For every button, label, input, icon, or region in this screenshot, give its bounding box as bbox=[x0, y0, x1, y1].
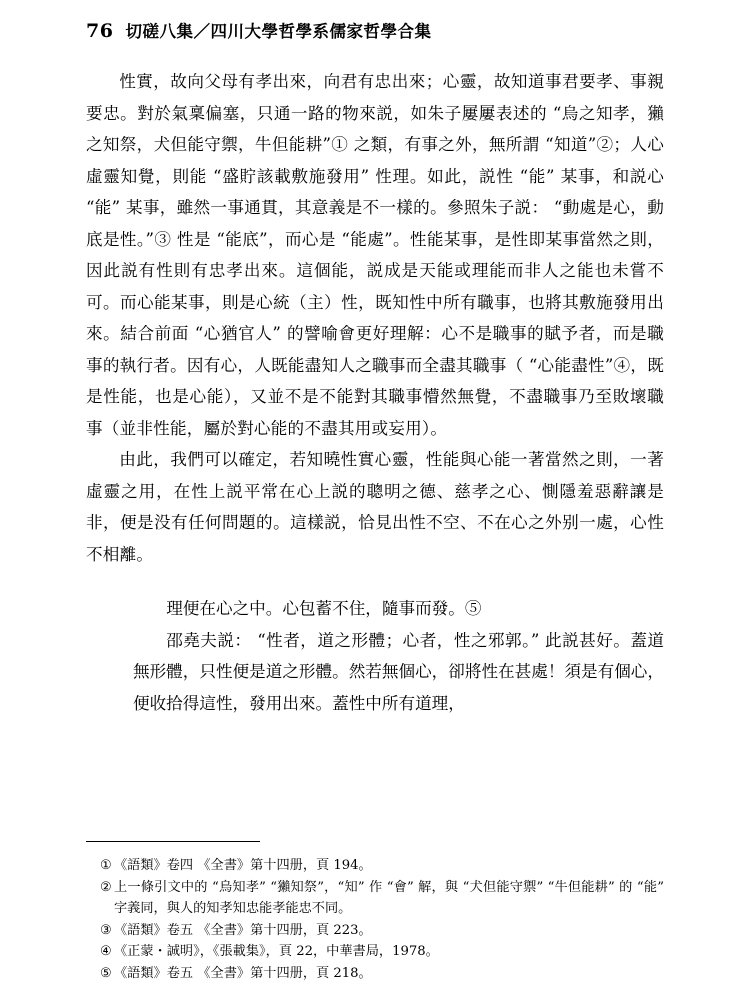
footnote-marker: ⑤ bbox=[100, 965, 112, 981]
footnote-text: 《語類》卷五 《全書》第十四册，頁 218。 bbox=[114, 965, 372, 981]
footnote-item bbox=[86, 963, 664, 985]
header-title: 切磋八集／四川大學哲學系儒家哲學合集 bbox=[125, 22, 432, 41]
footnote-marker: ④ bbox=[100, 944, 112, 959]
footnote-item bbox=[86, 877, 664, 920]
paragraph-1: 性實，故向父母有孝出來，向君有忠出來；心靈，故知道事君要孝、事親要忠。對於氣稟偏塞，只通一路的物來説，如朱子屢屢表述的 “烏之知孝，獺之知祭，犬但能守禦，牛但能耕”① 之類，有事之外，無所謂 “知道”②；人心虛靈知覺，則能 “盛貯該載敷施發用” 性理。如此，説性 “能” 某事，和説心 “能” 某事，雖然一事通貫，其意義是不一樣的。參照朱子説： “動處是心，動底是性。”③ 性是 “能底”，而心是 “能處”。性能某事，是性即某事當然之則，因此説有性則有忠孝出來。這個能，説成是天能或理能而非人之能也未嘗不可。而心能某事，則是心統（主）性，既知性中所有職事，也將其敷施發用出來。結合前面 “心猶官人” 的譬喻會更好理解：心不是職事的賦予者，而是職事的執行者。因有心，人既能盡知人之職事而全盡其職事（ “心能盡性”④，既是性能，也是心能），又並不是不能對其職事懵然無覺，不盡職事乃至敗壞職事（並非性能，屬於對心能的不盡其用或妄用）。 bbox=[86, 72, 664, 438]
footnote-item bbox=[86, 855, 664, 877]
page-number: 76 bbox=[86, 20, 114, 42]
footnote-item bbox=[86, 941, 664, 963]
footnotes-section bbox=[86, 855, 664, 984]
footnote-marker: ① bbox=[100, 858, 112, 873]
body-text bbox=[86, 66, 664, 719]
footnote-text: 《語類》卷四 《全書》第十四册，頁 194。 bbox=[114, 858, 372, 873]
quote-line-1: 理便在心之中。心包蓄不住，隨事而發。⑤ bbox=[166, 599, 482, 618]
footnote-marker: ③ bbox=[100, 922, 112, 938]
quote-line-2: 邵堯夫説： “性者，道之形體；心者，性之邪郭。” 此説甚好。蓋道無形體，只性便是道之形體。然若無個心，卻將性在甚處！須是有個心，便收拾得這性，發用出來。蓋性中所有道理， bbox=[133, 630, 664, 713]
footnote-text: 《語類》卷五 《全書》第十四册，頁 223。 bbox=[114, 922, 372, 938]
footnote-text: 上一條引文中的 “烏知孝” “獺知祭”，“知” 作 “會” 解，與 “犬但能守禦” “牛但能耕” 的 “能” 字義同，與人的知孝知忠能孝能忠不同。 bbox=[114, 879, 664, 916]
footnote-marker: ② bbox=[100, 879, 112, 895]
footnote-separator bbox=[86, 841, 260, 842]
paragraph-2: 由此，我們可以確定，若知曉性實心靈，性能與心能一著當然之則，一著虛靈之用，在性上説平常在心上説的聰明之德、慈孝之心、惻隱羞惡辭讓是非，便是没有任何問題的。這樣説，恰見出性不空、不在心之外别一處，心性不相離。 bbox=[86, 450, 664, 564]
footnote-text: 《正蒙・誠明》，《張載集》，頁 22，中華書局，1978。 bbox=[114, 944, 439, 959]
block-quote bbox=[86, 593, 664, 719]
page-header bbox=[86, 18, 690, 42]
footnote-item bbox=[86, 920, 664, 942]
